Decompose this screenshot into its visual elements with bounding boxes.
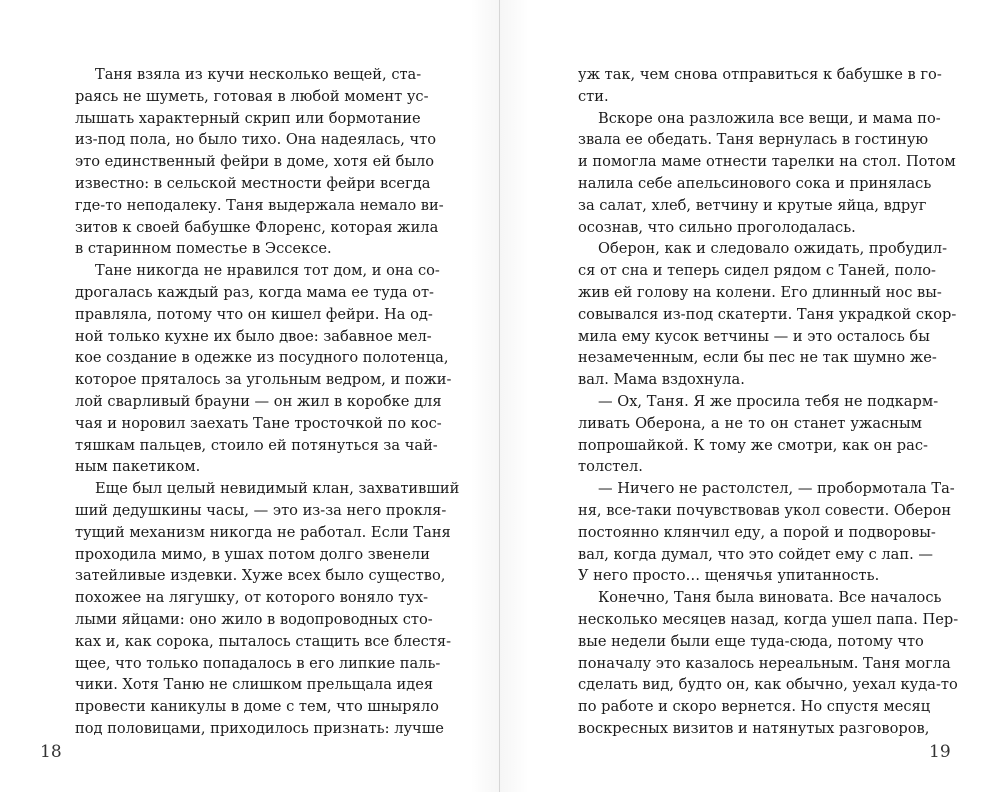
text-line: сделать вид, будто он, как обычно, уехал куда-то (578, 676, 958, 694)
text-line: зитов к своей бабушке Флоренс, которая жила (75, 218, 439, 236)
text-line: — Ничего не растолстел, — пробормотала Та- (598, 480, 955, 498)
text-line: тяшкам пальцев, стоило ей потянуться за чай- (75, 436, 438, 454)
text-line: постоянно клянчил еду, а порой и подворовы- (578, 523, 936, 541)
right-page-number: 19 (929, 742, 951, 762)
text-line: вые недели были еще туда-сюда, потому что (578, 632, 924, 650)
text-line: кое создание в одежке из посудного полотенца, (75, 349, 449, 367)
text-line: лой сварливый брауни — он жил в коробке для (75, 393, 442, 410)
text-line: вал. Мама вздохнула. (578, 371, 745, 389)
text-line: несколько месяцев назад, когда ушел папа. Пер- (578, 611, 959, 628)
text-line: и помогла маме отнести тарелки на стол. Потом (578, 153, 956, 171)
text-line: воскресных визитов и натянутых разговоров, (578, 720, 930, 737)
text-line: Еще был целый невидимый клан, захвативший (95, 480, 460, 498)
text-line: дрогалась каждый раз, когда мама ее туда от- (75, 284, 434, 301)
text-line: это единственный фейри в доме, хотя ей было (75, 153, 435, 171)
text-line: Конечно, Таня была виновата. Все началось (598, 589, 942, 607)
text-line: звала ее обедать. Таня вернулась в гостиную (578, 131, 929, 149)
text-line: уж так, чем снова отправиться к бабушке в го- (578, 66, 942, 83)
text-line: за салат, хлеб, ветчину и крутые яйца, вдруг (578, 196, 927, 214)
text-line: провести каникулы в доме с тем, что шныряло (75, 698, 439, 716)
text-line: которое пряталось за угольным ведром, и пожи- (75, 371, 452, 389)
text-line: жив ей голову на колени. Его длинный нос вы- (578, 284, 942, 301)
text-line: Оберон, как и следовало ожидать, пробудил- (598, 240, 947, 258)
text-line: Тане никогда не нравился тот дом, и она со- (95, 262, 440, 280)
text-line: ня, все-таки почувствовав укол совести. Оберон (578, 502, 952, 519)
text-line: затейливые издевки. Хуже всех было существо, (75, 567, 446, 585)
text-line: незамеченным, если бы пес не так шумно же- (578, 349, 937, 367)
text-line: толстел. (578, 458, 643, 476)
text-line: из-под пола, но было тихо. Она надеялась, что (75, 131, 437, 149)
text-line: ливать Оберона, а не то он станет ужасным (578, 414, 922, 432)
text-line: тущий механизм никогда не работал. Если Таня (75, 523, 451, 541)
left-page (0, 0, 499, 792)
text-line: сти. (578, 87, 609, 105)
text-line: известно: в сельской местности фейри всегда (75, 175, 431, 192)
text-line: У него просто… щенячья упитанность. (578, 567, 880, 585)
text-line: в старинном поместье в Эссексе. (75, 240, 332, 258)
text-line: по работе и скоро вернется. Но спустя месяц (578, 698, 931, 716)
text-line: налила себе апельсинового сока и принялась (578, 175, 932, 192)
text-line: чики. Хотя Таню не слишком прельщала идея (75, 676, 434, 694)
text-line: Таня взяла из кучи несколько вещей, ста- (95, 66, 422, 83)
text-line: похожее на лягушку, от которого воняло тух- (75, 589, 429, 607)
text-line: осознав, что сильно проголодалась. (578, 218, 856, 236)
text-line: ся от сна и теперь сидел рядом с Таней, поло- (578, 262, 936, 280)
text-line: совывался из-под скатерти. Таня украдкой скор- (578, 305, 957, 323)
text-line: ках и, как сорока, пыталось стащить все блестя- (75, 632, 452, 650)
text-line: ший дедушкины часы, — это из-за него прокля- (75, 502, 447, 519)
text-line: мила ему кусок ветчины — и это осталось бы (578, 327, 930, 345)
text-line: раясь не шуметь, готовая в любой момент ус- (75, 87, 429, 105)
text-line: правляла, потому что он кишел фейри. На од- (75, 305, 433, 323)
text-line: ным пакетиком. (75, 458, 201, 476)
text-line: ной только кухне их было двое: забавное мел- (75, 327, 432, 345)
text-line: лыми яйцами: оно жило в водопроводных сто- (75, 611, 433, 628)
text-line: вал, когда думал, что это сойдет ему с лап. — (578, 545, 933, 563)
text-line: чая и норовил заехать Тане тросточкой по кос- (75, 414, 442, 432)
left-page-number: 18 (40, 742, 62, 762)
text-line: щее, что только попадалось в его липкие паль- (75, 654, 441, 672)
text-line: поначалу это казалось нереальным. Таня могла (578, 654, 951, 672)
text-line: под половицами, приходилось признать: лучше (75, 720, 444, 737)
text-line: проходила мимо, в ушах потом долго звенели (75, 545, 430, 563)
text-line: где-то неподалеку. Таня выдержала немало ви- (75, 196, 444, 214)
text-line: Вскоре она разложила все вещи, и мама по- (598, 109, 941, 127)
text-line: попрошайкой. К тому же смотри, как он рас- (578, 436, 928, 454)
text-line: лышать характерный скрип или бормотание (75, 109, 421, 127)
right-page (500, 0, 1000, 792)
text-line: — Ох, Таня. Я же просила тебя не подкарм- (598, 393, 939, 410)
